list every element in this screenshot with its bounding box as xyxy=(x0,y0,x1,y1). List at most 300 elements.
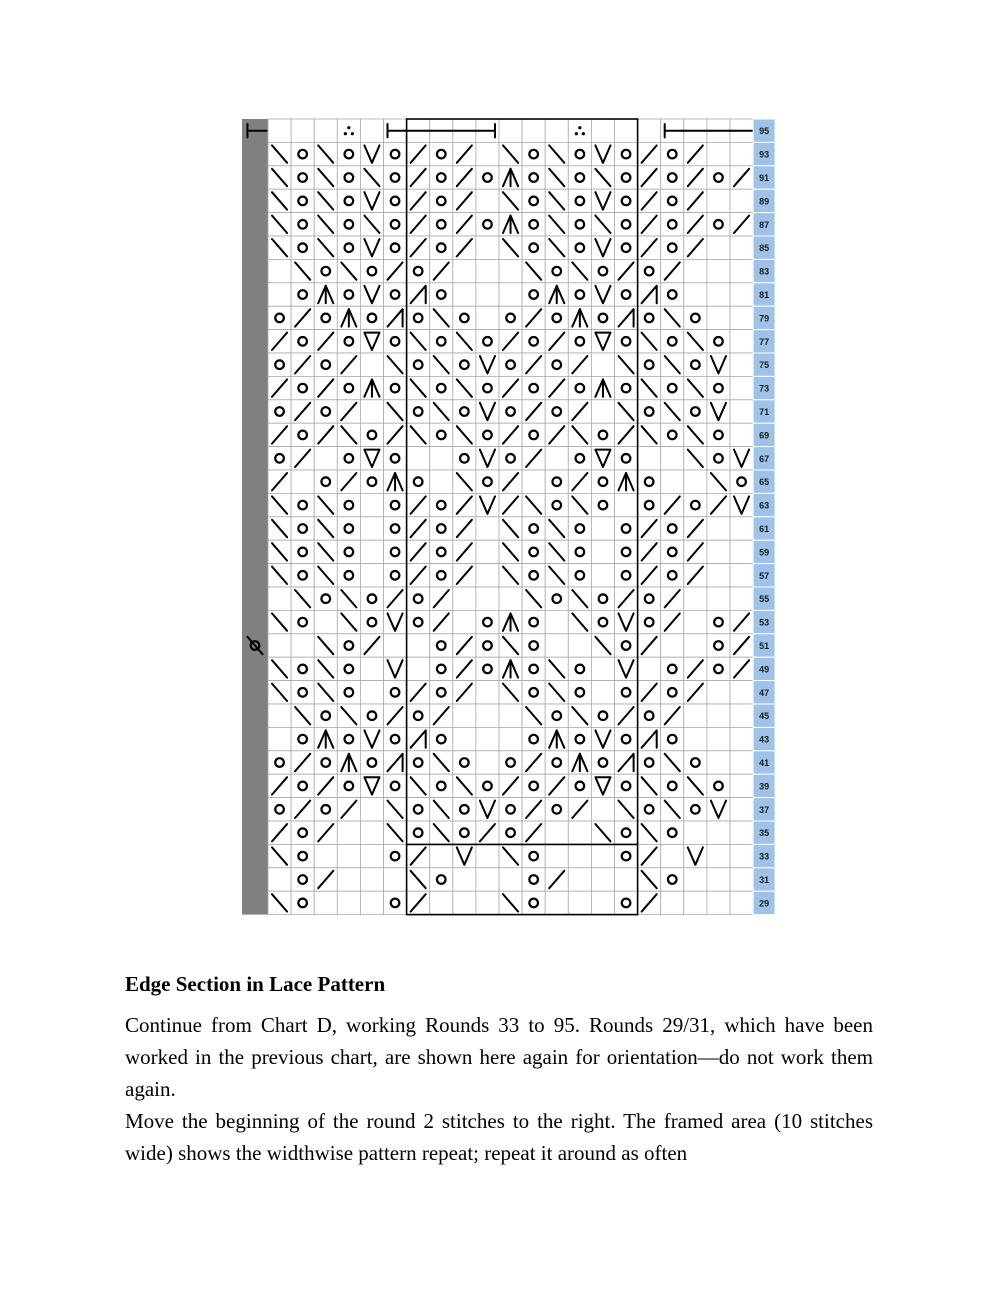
chart-cell xyxy=(476,236,499,259)
chart-cell xyxy=(499,798,522,821)
chart-cell xyxy=(707,447,730,470)
chart-cell xyxy=(291,868,314,891)
chart-cell xyxy=(591,470,614,493)
chart-cell xyxy=(545,400,568,423)
chart-cell xyxy=(499,306,522,329)
chart-cell xyxy=(314,610,337,633)
chart-cell xyxy=(615,634,638,657)
paragraph-rounds: Continue from Chart D, working Rounds 33 to 95. Rounds 29/31, which have been worked in the previous chart, are shown here again for orientation—do not work them again. xyxy=(125,1013,873,1101)
chart-cell xyxy=(684,587,707,610)
chart-cell xyxy=(615,517,638,540)
chart-cell xyxy=(707,306,730,329)
chart-cell xyxy=(684,353,707,376)
chart-cell xyxy=(268,306,291,329)
chart-cell xyxy=(453,259,476,282)
chart-cell xyxy=(730,306,753,329)
chart-cell xyxy=(291,423,314,446)
round-label: 91 xyxy=(759,173,770,183)
chart-cell xyxy=(360,681,383,704)
chart-cell xyxy=(591,704,614,727)
chart-cell xyxy=(337,166,360,189)
chart-cell xyxy=(568,283,591,306)
chart-cell xyxy=(430,564,453,587)
chart-cell xyxy=(591,353,614,376)
chart-cell xyxy=(291,540,314,563)
paragraph-repeat: Move the beginning of the round 2 stitches to the right. The framed area (10 stitches wide) shows the widthwise pattern repeat; repeat it around as often xyxy=(125,1109,873,1165)
chart-cell xyxy=(522,283,545,306)
round-label: 87 xyxy=(759,219,770,230)
chart-cell xyxy=(476,751,499,774)
chart-cell xyxy=(268,727,291,750)
chart-cell xyxy=(407,634,430,657)
chart-cell xyxy=(360,517,383,540)
chart-cell xyxy=(337,774,360,797)
chart-cell xyxy=(314,353,337,376)
chart-cell xyxy=(591,540,614,563)
chart-cell xyxy=(545,798,568,821)
chart-cell xyxy=(591,587,614,610)
chart-cell xyxy=(337,540,360,563)
chart-cell xyxy=(291,657,314,680)
chart-cell xyxy=(268,353,291,376)
chart-cell xyxy=(268,119,291,142)
chart-cell xyxy=(730,517,753,540)
chart-cell xyxy=(661,657,684,680)
chart-cell xyxy=(522,657,545,680)
chart-cell xyxy=(291,774,314,797)
chart-cell xyxy=(384,142,407,165)
chart-cell xyxy=(568,213,591,236)
chart-cell xyxy=(337,517,360,540)
chart-cell xyxy=(661,564,684,587)
chart-cell xyxy=(591,517,614,540)
chart-cell xyxy=(430,891,453,914)
round-label: 47 xyxy=(759,687,770,698)
round-label: 77 xyxy=(759,336,770,347)
round-label: 71 xyxy=(759,407,770,417)
round-label: 95 xyxy=(759,126,770,137)
chart-cell xyxy=(615,727,638,750)
chart-cell xyxy=(707,844,730,867)
chart-cell xyxy=(337,634,360,657)
chart-cell xyxy=(568,657,591,680)
chart-cell xyxy=(476,891,499,914)
round-label: 83 xyxy=(759,266,770,277)
chart-cell xyxy=(545,704,568,727)
round-label: 57 xyxy=(759,570,770,581)
chart-cell xyxy=(291,727,314,750)
chart-cell xyxy=(430,236,453,259)
chart-cell xyxy=(407,704,430,727)
chart-cell xyxy=(384,774,407,797)
chart-cell xyxy=(615,166,638,189)
chart-cell xyxy=(707,142,730,165)
chart-cell xyxy=(499,353,522,376)
chart-cell xyxy=(430,727,453,750)
chart-cell xyxy=(430,844,453,867)
chart-cell xyxy=(476,166,499,189)
chart-cell xyxy=(707,681,730,704)
round-label: 75 xyxy=(759,360,770,371)
chart-cell xyxy=(314,447,337,470)
chart-cell xyxy=(337,681,360,704)
round-label: 33 xyxy=(759,851,770,862)
chart-cell xyxy=(684,821,707,844)
chart-cell xyxy=(291,330,314,353)
round-label: 43 xyxy=(759,734,770,745)
chart-cell xyxy=(615,891,638,914)
chart-cell xyxy=(661,774,684,797)
chart-cell xyxy=(360,844,383,867)
chart-cell xyxy=(522,189,545,212)
chart-cell xyxy=(730,470,753,493)
chart-cell xyxy=(522,423,545,446)
chart-cell xyxy=(499,587,522,610)
nupp-dot xyxy=(351,132,354,135)
chart-cell xyxy=(453,798,476,821)
chart-cell xyxy=(360,119,383,142)
chart-cell xyxy=(360,704,383,727)
chart-cell xyxy=(522,891,545,914)
chart-cell xyxy=(291,376,314,399)
chart-cell xyxy=(661,142,684,165)
chart-cell xyxy=(337,727,360,750)
chart-cell xyxy=(407,821,430,844)
chart-cell xyxy=(615,376,638,399)
chart-cell xyxy=(615,119,638,142)
chart-cell xyxy=(615,236,638,259)
chart-cell xyxy=(360,868,383,891)
round-label: 49 xyxy=(759,664,770,675)
chart-cell xyxy=(430,213,453,236)
chart-cell xyxy=(707,259,730,282)
chart-cell xyxy=(684,259,707,282)
chart-cell xyxy=(476,657,499,680)
chart-cell xyxy=(730,821,753,844)
chart-cell xyxy=(522,236,545,259)
chart-cell xyxy=(661,517,684,540)
chart-cell xyxy=(661,540,684,563)
chart-cell xyxy=(360,493,383,516)
chart-cell xyxy=(568,166,591,189)
chart-cell xyxy=(360,657,383,680)
chart-cell xyxy=(661,868,684,891)
chart-cell xyxy=(360,798,383,821)
chart-cell xyxy=(384,376,407,399)
chart-cell xyxy=(384,634,407,657)
chart-cell xyxy=(499,727,522,750)
chart-cell xyxy=(522,142,545,165)
chart-cell xyxy=(638,751,661,774)
chart-cell xyxy=(730,540,753,563)
chart-cell xyxy=(337,821,360,844)
chart-cell xyxy=(661,283,684,306)
chart-cell xyxy=(430,681,453,704)
chart-cell xyxy=(384,540,407,563)
chart-cell xyxy=(661,891,684,914)
chart-cell xyxy=(384,166,407,189)
chart-cell xyxy=(661,236,684,259)
chart-cell xyxy=(384,727,407,750)
chart-cell xyxy=(268,868,291,891)
chart-cell xyxy=(707,774,730,797)
chart-cell xyxy=(684,868,707,891)
chart-cell xyxy=(661,447,684,470)
nupp-dot xyxy=(578,126,581,129)
round-label: 93 xyxy=(759,149,770,160)
chart-cell xyxy=(430,517,453,540)
nupp-dot xyxy=(347,126,350,129)
chart-cell xyxy=(291,634,314,657)
chart-cell xyxy=(407,798,430,821)
chart-cell xyxy=(684,306,707,329)
chart-cell xyxy=(545,119,568,142)
chart-cell xyxy=(638,447,661,470)
chart-cell xyxy=(730,423,753,446)
chart-cell xyxy=(360,540,383,563)
chart-cell xyxy=(453,751,476,774)
chart-cell xyxy=(730,564,753,587)
chart-cell xyxy=(730,330,753,353)
chart-cell xyxy=(384,189,407,212)
chart-cell xyxy=(730,283,753,306)
chart-cell xyxy=(730,142,753,165)
chart-cell xyxy=(337,330,360,353)
chart-cell xyxy=(591,798,614,821)
round-label: 73 xyxy=(759,383,770,394)
chart-cell xyxy=(545,751,568,774)
chart-cell xyxy=(476,306,499,329)
chart-cell xyxy=(291,564,314,587)
chart-cell xyxy=(337,844,360,867)
chart-cell xyxy=(291,821,314,844)
chart-cell xyxy=(545,821,568,844)
chart-cell xyxy=(268,400,291,423)
chart-cell xyxy=(568,517,591,540)
chart-cell xyxy=(430,376,453,399)
chart-cell xyxy=(522,213,545,236)
chart-cell xyxy=(707,423,730,446)
chart-cell xyxy=(684,283,707,306)
chart-cell xyxy=(314,306,337,329)
chart-cell xyxy=(591,657,614,680)
chart-cell xyxy=(591,751,614,774)
chart-cell xyxy=(337,493,360,516)
chart-cell xyxy=(591,610,614,633)
chart-cell xyxy=(384,517,407,540)
chart-cell xyxy=(591,259,614,282)
chart-cell xyxy=(499,751,522,774)
chart-cell xyxy=(291,283,314,306)
chart-cell xyxy=(638,610,661,633)
chart-cell xyxy=(291,213,314,236)
chart-cell xyxy=(337,189,360,212)
chart-cell xyxy=(384,330,407,353)
chart-cell xyxy=(707,213,730,236)
chart-cell xyxy=(638,119,661,142)
chart-cell xyxy=(453,821,476,844)
chart-cell xyxy=(707,610,730,633)
chart-cell xyxy=(707,891,730,914)
chart-cell xyxy=(684,400,707,423)
chart-cell xyxy=(568,189,591,212)
chart-cell xyxy=(684,470,707,493)
chart-cell xyxy=(661,821,684,844)
chart-cell xyxy=(360,353,383,376)
chart-cell xyxy=(522,634,545,657)
chart-cell xyxy=(384,493,407,516)
chart-cell xyxy=(476,610,499,633)
chart-cell xyxy=(430,657,453,680)
chart-cell xyxy=(268,751,291,774)
chart-cell xyxy=(384,868,407,891)
chart-cell xyxy=(407,400,430,423)
chart-cell xyxy=(661,213,684,236)
chart-cell xyxy=(476,189,499,212)
chart-cell xyxy=(291,119,314,142)
chart-cell xyxy=(314,119,337,142)
chart-cell xyxy=(661,189,684,212)
chart-cell xyxy=(615,564,638,587)
chart-cell xyxy=(522,330,545,353)
chart-cell xyxy=(268,704,291,727)
chart-cell xyxy=(291,681,314,704)
chart-cell xyxy=(684,798,707,821)
round-label: 81 xyxy=(759,290,770,300)
nupp-dot xyxy=(582,132,585,135)
chart-cell xyxy=(522,376,545,399)
chart-cell xyxy=(430,774,453,797)
chart-cell xyxy=(384,236,407,259)
chart-cell xyxy=(707,868,730,891)
chart-cell xyxy=(591,564,614,587)
chart-cell xyxy=(476,681,499,704)
chart-cell xyxy=(522,540,545,563)
chart-cell xyxy=(407,610,430,633)
chart-cell xyxy=(522,868,545,891)
chart-cell xyxy=(407,587,430,610)
chart-cell xyxy=(591,400,614,423)
chart-cell xyxy=(384,681,407,704)
chart-cell xyxy=(337,376,360,399)
chart-cell xyxy=(522,610,545,633)
round-label: 41 xyxy=(759,758,770,768)
chart-cell xyxy=(337,213,360,236)
chart-cell xyxy=(615,213,638,236)
chart-cell xyxy=(291,236,314,259)
chart-cell xyxy=(360,470,383,493)
chart-cell xyxy=(499,868,522,891)
chart-cell xyxy=(707,634,730,657)
round-label: 79 xyxy=(759,313,770,324)
chart-cell xyxy=(522,844,545,867)
chart-cell xyxy=(384,213,407,236)
chart-cell xyxy=(314,798,337,821)
chart-cell xyxy=(638,353,661,376)
chart-cell xyxy=(430,166,453,189)
chart-cell xyxy=(615,447,638,470)
chart-cell xyxy=(545,493,568,516)
chart-cell xyxy=(615,774,638,797)
chart-cell xyxy=(568,868,591,891)
chart-cell xyxy=(476,259,499,282)
chart-cell xyxy=(522,166,545,189)
chart-cell xyxy=(661,330,684,353)
chart-cell xyxy=(268,587,291,610)
chart-cell xyxy=(430,283,453,306)
chart-cell xyxy=(407,657,430,680)
chart-cell xyxy=(430,540,453,563)
chart-cell xyxy=(730,727,753,750)
chart-cell xyxy=(661,634,684,657)
chart-cell xyxy=(615,142,638,165)
chart-cell xyxy=(476,727,499,750)
chart-cell xyxy=(407,751,430,774)
chart-cell xyxy=(684,727,707,750)
chart-cell xyxy=(730,376,753,399)
chart-cell xyxy=(360,587,383,610)
chart-cell xyxy=(499,400,522,423)
chart-cell xyxy=(522,517,545,540)
chart-cell xyxy=(730,353,753,376)
chart-cell xyxy=(360,564,383,587)
chart-cell xyxy=(545,587,568,610)
chart-cell xyxy=(591,868,614,891)
chart-cell xyxy=(638,704,661,727)
chart-cell xyxy=(384,891,407,914)
chart-cell xyxy=(638,587,661,610)
nupp-dot xyxy=(575,132,578,135)
chart-cell xyxy=(453,587,476,610)
chart-cell xyxy=(476,564,499,587)
chart-cell xyxy=(337,447,360,470)
chart-cell xyxy=(268,798,291,821)
chart-cell xyxy=(314,844,337,867)
chart-cell xyxy=(476,213,499,236)
chart-cell xyxy=(337,142,360,165)
round-label: 59 xyxy=(759,547,770,558)
round-label: 65 xyxy=(759,477,770,488)
chart-cell xyxy=(707,540,730,563)
chart-cell xyxy=(707,166,730,189)
chart-cell xyxy=(430,493,453,516)
chart-cell xyxy=(499,119,522,142)
chart-cell xyxy=(476,704,499,727)
chart-cell xyxy=(684,891,707,914)
chart-cell xyxy=(337,891,360,914)
chart-cell xyxy=(638,798,661,821)
section-heading: Edge Section in Lace Pattern xyxy=(125,972,386,996)
chart-cell xyxy=(638,470,661,493)
chart-cell xyxy=(707,657,730,680)
chart-cell xyxy=(568,447,591,470)
chart-cell xyxy=(568,330,591,353)
chart-cell xyxy=(291,166,314,189)
chart-cell xyxy=(730,751,753,774)
chart-cell xyxy=(522,727,545,750)
chart-cell xyxy=(707,751,730,774)
chart-cell xyxy=(291,844,314,867)
chart-cell xyxy=(684,634,707,657)
chart-cell xyxy=(545,447,568,470)
chart-cell xyxy=(730,587,753,610)
chart-cell xyxy=(499,704,522,727)
chart-cell xyxy=(615,868,638,891)
chart-cell xyxy=(730,400,753,423)
round-label: 53 xyxy=(759,617,770,628)
chart-cell xyxy=(430,330,453,353)
chart-cell xyxy=(545,259,568,282)
